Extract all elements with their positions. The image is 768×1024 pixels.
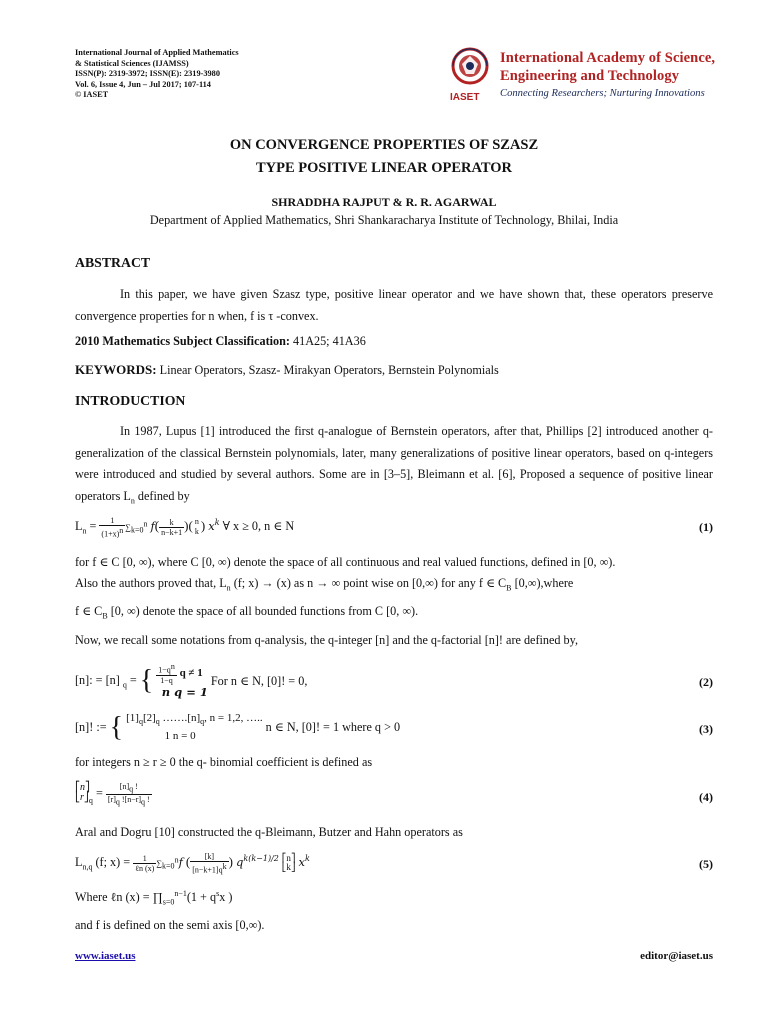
equation-5-number: (5) [699,857,713,871]
equation-2-number: (2) [699,675,713,689]
equation-2: [n]: = [n] $_q$ = { $\frac{1-q^n}{1-q}$ q ≠ 1 n q = 1 For n ∈ N, [0]! = 0, [75,662,308,699]
website-link[interactable]: www.iaset.us [75,950,136,962]
paper-title-line2: TYPE POSITIVE LINEAR OPERATOR [255,160,513,176]
equation-1: $L_n$ = $\frac{1}{(1+x)^n}$ $\sum_{k=0}^n$ f( $\frac{k}{n-k+1}$ )( n k ) $x^k$ ∀ x ≥ 0, n ∈ N [75,516,295,539]
editor-email[interactable]: editor@iaset.us [640,950,713,962]
intro-paragraph: In 1987, Lupus [1] introduced the first q-analogue of Bernstein operators, after that, Phillips [2] introduced another q-generalization of the classical Bernstein polynomials, later, many generalizations of positive linear operators, based on q-integers were introduced and studied by several authors. Some are in [3–5], Bleimann et al. [6], Proposed a sequence of positive linear operators $L_n$ defined by [75,424,713,505]
equation-4-number: (4) [699,790,713,804]
publisher-tagline: Connecting Researchers; Nurturing Innovations [500,88,705,99]
equation-3-number: (3) [699,722,713,736]
logo-label: IASET [450,92,480,103]
eq1-explanation-line3: f ∈ $C_B$ [0, ∞) denote the space of all bounded functions from C [0, ∞). [75,604,419,621]
msc-label: 2010 Mathematics Subject Classification: [75,334,290,348]
eq1-expl-3b: [0, ∞) denote the space of all bounded functions from C [0, ∞). [107,604,419,618]
aral-line: Aral and Dogru [10] constructed the q-Bleimann, Butzer and Hahn operators as [75,825,463,839]
eq1-expl-3a: f ∈ C [75,604,103,618]
eq1-expl-2c: [0,∞),where [511,576,574,590]
abstract-text: In this paper, we have given Szasz type, positive linear operator and we have shown that, these operators preserve convergence properties for n when, f is τ -convex. [75,287,713,323]
equation-1-number: (1) [699,520,713,534]
eq1-explanation-line2: Also the authors proved that, $L_n$ (f; x) → (x) as n → ∞ point wise on [0,∞) for any f ∈ $C_B$ [0,∞),where [75,576,574,593]
issn-line: ISSN(P): 2319-3972; ISSN(E): 2319-3980 [75,69,220,78]
journal-name-line2: & Statistical Sciences (IJAMSS) [75,58,189,68]
keywords-line [75,362,499,378]
intro-paragraph-tail: defined by [134,488,190,503]
iaset-logo-icon [444,44,496,94]
intro-paragraph-text: In 1987, Lupus [1] introduced the first q-analogue of Bernstein operators, after that, Phillips [2] introduced another q-generalization of the classical Bernstein polynomials, later, many generalizations of positive linear operators, based on q-integers were introduced and studied by several authors. Some are in [3–5], Bleimann et al. [6], Proposed a sequence of positive linear operators L [75,424,713,503]
eq1-explanation-line1: for f ∈ C [0, ∞), where C [0, ∞) denote the space of all continuous and real valued functions, defined in [0, ∞). [75,555,616,569]
keywords-label: KEYWORDS: [75,362,157,377]
introduction-heading: INTRODUCTION [75,393,186,408]
volume-line: Vol. 6, Issue 4, Jun – Jul 2017; 107-114 [75,79,211,89]
copyright-line: © IASET [75,90,109,99]
publisher-name-line2: Engineering and Technology [500,68,680,84]
equation-3: [n]! := { $[1]_q[2]_q$ $\dots\dots.[n]_q$, n = 1,2, ….. 1 n = 0 n ∈ N, [0]! = 1 where q > 0 [75,711,401,743]
semi-axis-line: and f is defined on the semi axis [0,∞). [75,918,265,932]
recall-line: Now, we recall some notations from q-analysis, the q-integer [n] and the q-factorial [n]! are defined by, [75,633,578,647]
equation-4: ⎡n⎤ $⎣r⎦_q$ = $\frac{[n]_q !}{[r]_q ![n-r]_q !}$ [75,781,150,807]
equation-5: $L_{n,q}$ (f; x) = $\frac{1}{\text{ℓn (x)}}$ $\sum_{k=0}^nf$ ( $\frac{[k]}{[n-k+1]q^k}$ ) $q^{k(k-1)/2}$ ⎡n⎤ ⎣k⎦ $x^k$ [75,852,310,875]
msc-line [75,334,366,349]
eq1-expl-2a: Also the authors proved that, L [75,576,227,590]
journal-info [75,48,239,101]
where-line: Where ℓn $(x) = \prod_{s=0}^{n-1}(1 + q^sx$ ) [75,889,233,907]
eq1-expl-2b: (f; x) → (x) as n → ∞ point wise on [0,∞) for any f ∈ C [230,576,507,590]
where-tail: (1 + q [186,890,217,905]
authors: SHRADDHA RAJPUT & R. R. AGARWAL [271,195,497,209]
publisher-name-line1: International Academy of Science, [500,50,716,66]
paper-title-line1: ON CONVERGENCE PROPERTIES OF SZASZ [229,137,539,153]
msc-value: 41A25; 41A36 [293,334,366,348]
journal-name-line1: International Journal of Applied Mathematics [75,48,239,57]
eq3-tail: n ∈ N, [0]! = 1 where q > 0 [265,720,401,735]
eq2-tail: For n ∈ N, [0]! = 0, [210,673,308,688]
keywords-value: Linear Operators, Szasz- Mirakyan Operators, Bernstein Polynomials [159,363,499,377]
binomial-intro: for integers n ≥ r ≥ 0 the q- binomial coefficient is defined as [75,755,373,769]
where-text: Where ℓn (x) = ∏ [75,890,163,905]
publisher-logo-block [440,44,730,106]
affiliation: Department of Applied Mathematics, Shri Shankaracharya Institute of Technology, Bhilai, India [149,213,619,227]
abstract-heading: ABSTRACT [75,255,151,270]
